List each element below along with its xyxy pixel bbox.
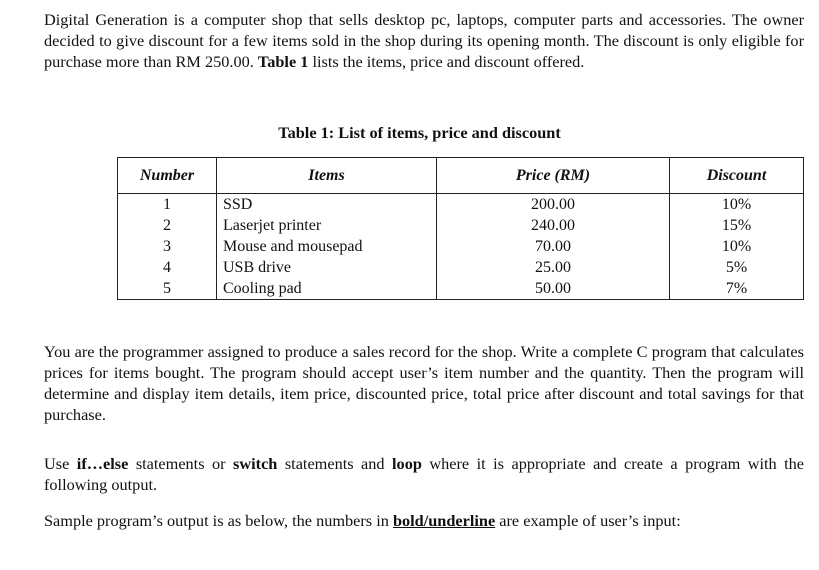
header-items: Items: [217, 158, 437, 194]
cell-item: USB drive: [217, 257, 437, 278]
sample-paragraph: [44, 510, 804, 531]
sample-bold-underline: bold/underline: [392, 511, 496, 530]
header-price: Price (RM): [437, 158, 670, 194]
instr-loop: loop: [392, 454, 422, 473]
table-row: [118, 236, 804, 257]
cell-discount: 5%: [670, 257, 804, 278]
task-paragraph: You are the programmer assigned to produce a sales record for the shop. Write a complete C program that calculates prices for items bought. The program should accept user’s item number and the quantity. Then the program will determine and display item details, item price, discounted price, total price after discount and total savings for that purchase.: [44, 342, 804, 424]
header-discount: Discount: [670, 158, 804, 194]
cell-item: Cooling pad: [217, 278, 437, 300]
table-caption: Table 1: List of items, price and discount: [278, 123, 561, 142]
instr-text-1: Use: [44, 454, 77, 473]
cell-price: 240.00: [437, 215, 670, 236]
cell-discount: 10%: [670, 236, 804, 257]
cell-number: 2: [118, 215, 217, 236]
intro-text-2: lists the items, price and discount offered.: [308, 52, 585, 71]
table-header-row: [118, 158, 804, 194]
items-table-wrapper: [117, 157, 804, 300]
cell-price: 70.00: [437, 236, 670, 257]
cell-number: 1: [118, 194, 217, 216]
cell-price: 200.00: [437, 194, 670, 216]
sample-text-1: Sample program’s output is as below, the numbers in: [44, 511, 393, 530]
items-table: [117, 157, 804, 300]
table-row: [118, 194, 804, 216]
cell-discount: 15%: [670, 215, 804, 236]
intro-paragraph: [44, 9, 804, 72]
instr-ifelse: if…else: [76, 454, 129, 473]
cell-number: 3: [118, 236, 217, 257]
header-number: Number: [118, 158, 217, 194]
cell-price: 25.00: [437, 257, 670, 278]
intro-table-ref: Table 1: [257, 52, 309, 71]
instr-text-3: statements and: [277, 454, 393, 473]
sample-text-2: are example of user’s input:: [495, 511, 681, 530]
cell-discount: 7%: [670, 278, 804, 300]
cell-item: SSD: [217, 194, 437, 216]
cell-number: 4: [118, 257, 217, 278]
cell-item: Mouse and mousepad: [217, 236, 437, 257]
intro-text-1: Digital Generation is a computer shop that sells desktop pc, laptops, computer parts and accessories. The owner decided to give discount for a few items sold in the shop during its opening month. The discount is only eligible for purchase more than RM 250.00.: [44, 10, 804, 71]
table-row: [118, 215, 804, 236]
instructions-paragraph: [44, 453, 804, 495]
table-row: [118, 257, 804, 278]
table-row: [118, 278, 804, 300]
instr-switch: switch: [233, 454, 278, 473]
cell-price: 50.00: [437, 278, 670, 300]
cell-discount: 10%: [670, 194, 804, 216]
instr-text-2: statements or: [128, 454, 234, 473]
instr-text-4: where it is appropriate and create a program with the following output.: [44, 454, 805, 494]
cell-number: 5: [118, 278, 217, 300]
cell-item: Laserjet printer: [217, 215, 437, 236]
